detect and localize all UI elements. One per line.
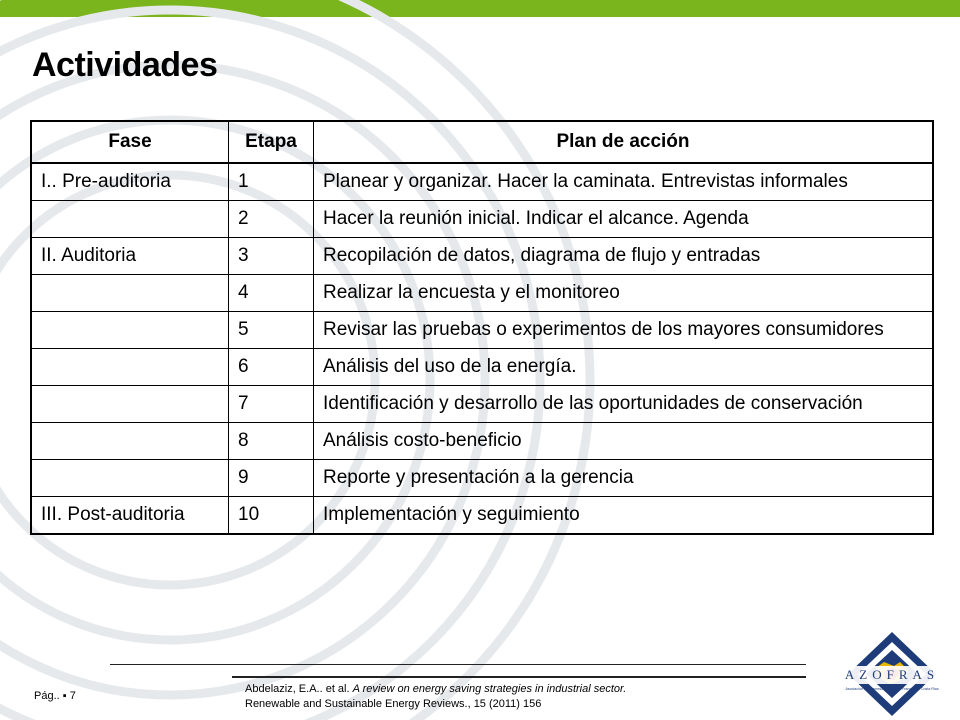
- table-header-row: [31, 121, 933, 163]
- table-row: [31, 275, 933, 312]
- footer-divider-thick: [232, 676, 806, 678]
- table-row: [31, 238, 933, 275]
- header-fase: Fase: [31, 121, 229, 163]
- logo-tagline: Asociación de Empresas de Zonas Francas de Costa Rica: [845, 687, 939, 691]
- reference-title: A review on energy saving strategies in industrial sector.: [352, 683, 627, 695]
- cell-fase: [31, 201, 229, 238]
- cell-etapa: 4: [229, 275, 314, 312]
- cell-fase: III. Post-auditoria: [31, 497, 229, 535]
- cell-etapa: 8: [229, 423, 314, 460]
- table-row: [31, 312, 933, 349]
- cell-etapa: 2: [229, 201, 314, 238]
- cell-plan: Implementación y seguimiento: [314, 497, 934, 535]
- cell-fase: [31, 386, 229, 423]
- header-plan: Plan de acción: [314, 121, 934, 163]
- header-etapa: Etapa: [229, 121, 314, 163]
- cell-etapa: 10: [229, 497, 314, 535]
- table-row: [31, 163, 933, 201]
- cell-fase: [31, 349, 229, 386]
- page-title: Actividades: [32, 46, 218, 84]
- cell-plan: Reporte y presentación a la gerencia: [314, 460, 934, 497]
- table-row: [31, 349, 933, 386]
- cell-plan: Planear y organizar. Hacer la caminata. Entrevistas informales: [314, 163, 934, 201]
- cell-plan: Hacer la reunión inicial. Indicar el alcance. Agenda: [314, 201, 934, 238]
- cell-plan: Análisis costo-beneficio: [314, 423, 934, 460]
- cell-plan: Identificación y desarrollo de las oportunidades de conservación: [314, 386, 934, 423]
- cell-etapa: 1: [229, 163, 314, 201]
- cell-fase: [31, 312, 229, 349]
- table-row: [31, 201, 933, 238]
- cell-etapa: 5: [229, 312, 314, 349]
- logo-wordmark: AZOFRAS: [844, 667, 940, 682]
- footer-divider: [110, 664, 806, 665]
- cell-fase: I.. Pre-auditoria: [31, 163, 229, 201]
- cell-etapa: 6: [229, 349, 314, 386]
- cell-fase: [31, 275, 229, 312]
- cell-etapa: 9: [229, 460, 314, 497]
- table-row: [31, 460, 933, 497]
- cell-plan: Análisis del uso de la energía.: [314, 349, 934, 386]
- cell-plan: Revisar las pruebas o experimentos de los mayores consumidores: [314, 312, 934, 349]
- cell-fase: II. Auditoria: [31, 238, 229, 275]
- cell-fase: [31, 423, 229, 460]
- reference-journal: Renewable and Sustainable Energy Reviews., 15 (2011) 156: [245, 698, 542, 710]
- azofras-logo: [824, 628, 960, 720]
- table-row: [31, 386, 933, 423]
- activities-table: [30, 120, 934, 535]
- cell-etapa: 7: [229, 386, 314, 423]
- cell-plan: Recopilación de datos, diagrama de flujo y entradas: [314, 238, 934, 275]
- cell-plan: Realizar la encuesta y el monitoreo: [314, 275, 934, 312]
- cell-fase: [31, 460, 229, 497]
- table-row: [31, 423, 933, 460]
- table-row: [31, 497, 933, 535]
- cell-etapa: 3: [229, 238, 314, 275]
- reference-authors: Abdelaziz, E.A.. et al.: [245, 683, 350, 695]
- page-number: Pág.. ▪ 7: [34, 690, 76, 702]
- reference-citation: [245, 682, 626, 712]
